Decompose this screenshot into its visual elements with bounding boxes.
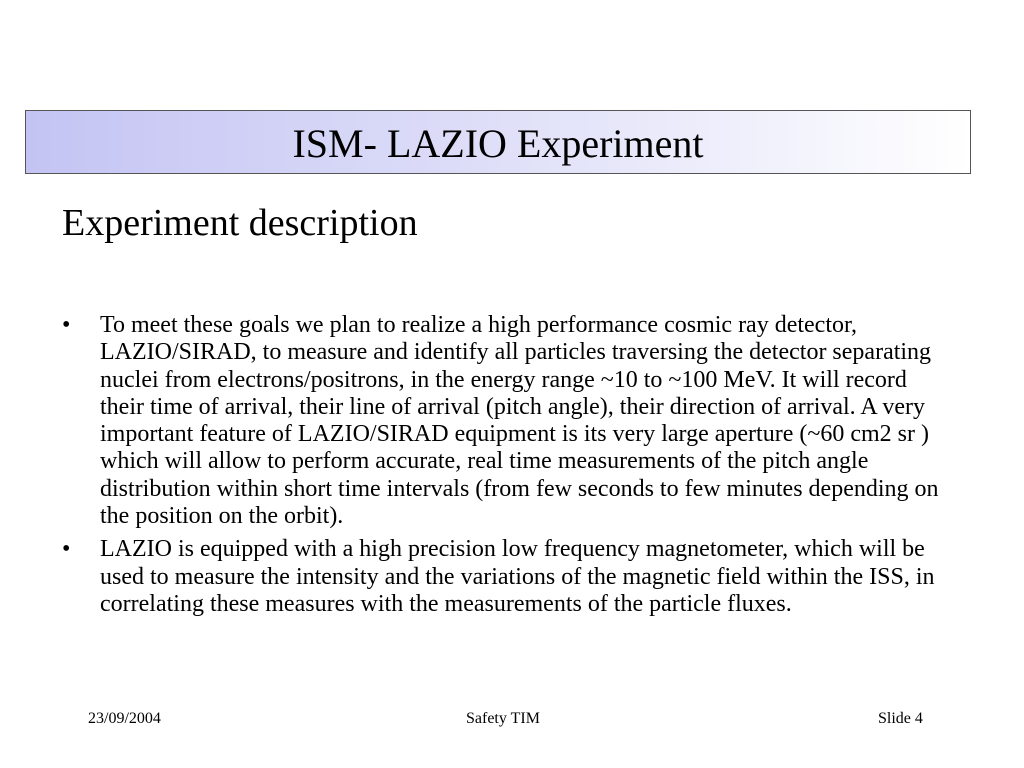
bullet-dot-icon: • <box>62 536 71 563</box>
footer-slide-number: Slide 4 <box>878 710 923 727</box>
bullet-item-2 <box>62 536 952 618</box>
title-banner <box>25 110 971 174</box>
bullet-item-1 <box>62 312 952 530</box>
bullet-text-2: LAZIO is equipped with a high precision low frequency magnetometer, which will be used to measure the intensity and the variations of the magnetic field within the ISS, in correlating these measures with the measurements of the particle fluxes. <box>100 536 935 617</box>
slide-subtitle: Experiment description <box>62 202 418 244</box>
bullet-text-1: To meet these goals we plan to realize a high performance cosmic ray detector, LAZIO/SIRAD, to measure and identify all particles traversing the detector separating nuclei from electrons/positrons, in the energy range ~10 to ~100 MeV. It will record their time of arrival, their line of arrival (pitch angle), their direction of arrival. A very important feature of LAZIO/SIRAD equipment is its very large aperture (~60 cm2 sr ) which will allow to perform accurate, real time measurements of the pitch angle distribution within short time intervals (from few seconds to few minutes depending on the position on the orbit). <box>100 312 939 530</box>
bullet-list <box>62 312 952 624</box>
slide-title: ISM- LAZIO Experiment <box>292 121 704 166</box>
footer-date: 23/09/2004 <box>88 710 161 727</box>
bullet-dot-icon: • <box>62 312 71 338</box>
footer-title: Safety TIM <box>466 710 540 727</box>
